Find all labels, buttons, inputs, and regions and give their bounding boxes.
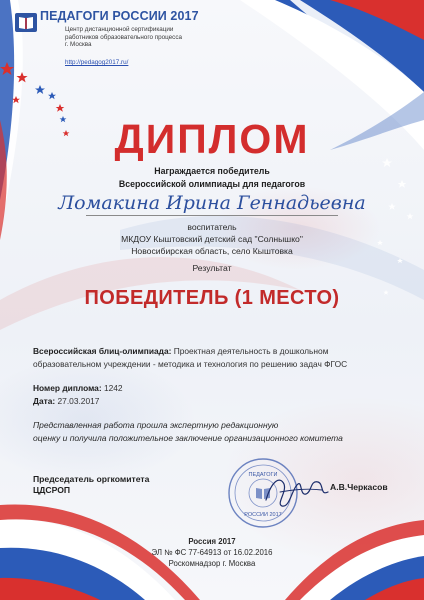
recipient-location: Новосибирская область, село Кыштовка	[131, 246, 293, 256]
brand-subtitle-line: Центр дистанционной сертификации	[65, 26, 174, 33]
name-underline	[86, 215, 338, 216]
recipient-position: воспитатель	[187, 222, 237, 232]
brand-title: ПЕДАГОГИ РОССИИ 2017	[40, 9, 199, 23]
olympiad-topic-line2: образовательном учреждении - методика и технология по решению задач ФГОС	[33, 358, 348, 369]
diploma-number-label: Номер диплома:	[33, 383, 102, 393]
expert-statement	[33, 419, 383, 445]
statement-line: оценку и получила положительное заключение организационного комитета	[33, 433, 343, 443]
website-link[interactable]: http://pedagog2017.ru/	[65, 59, 129, 66]
diploma-date: 27.03.2017	[57, 395, 100, 406]
olympiad-line	[33, 345, 383, 358]
result-value: ПОБЕДИТЕЛЬ (1 МЕСТО)	[84, 287, 340, 309]
olympiad-details	[33, 345, 383, 370]
chairman-line: Председатель оргкомитета	[33, 474, 150, 484]
footer-license: ЭЛ № ФС 77-64913 от 16.02.2016	[151, 548, 273, 557]
diploma-date-label: Дата:	[33, 395, 56, 406]
statement-line: Представленная работа прошла экспертную редакционную	[33, 420, 279, 430]
chairman-title	[33, 474, 149, 496]
stamp-text-top: ПЕДАГОГИ	[248, 472, 278, 478]
stamp-text-bottom: РОССИИ 2017	[244, 512, 282, 518]
brand-subtitle	[65, 26, 235, 49]
brand-subtitle-line: г. Москва	[65, 41, 92, 49]
diploma-number: 1242	[103, 383, 123, 393]
footer-country-year: Россия 2017	[188, 537, 236, 546]
signer-name: А.В.Черкасов	[330, 482, 388, 492]
book-logo-icon	[14, 10, 38, 34]
diploma-meta	[33, 382, 383, 407]
awarded-caption: Награждается победитель	[154, 166, 270, 176]
diploma-title: ДИПЛОМ	[114, 116, 310, 162]
diploma-date-row	[33, 395, 383, 408]
result-label: Результат	[192, 263, 232, 273]
olympiad-label: Всероссийская блиц-олимпиада:	[33, 346, 172, 356]
diploma-number-row	[33, 382, 383, 395]
handwritten-signature	[262, 470, 334, 512]
brand-subtitle-line: работников образовательного процесса	[65, 33, 182, 41]
recipient-name: Ломакина Ирина Геннадьевна	[58, 192, 366, 214]
footer-regulator: Роскомнадзор г. Москва	[168, 559, 256, 568]
olympiad-caption: Всероссийской олимпиады для педагогов	[118, 179, 306, 189]
olympiad-topic-line1: Проектная деятельность в дошкольном	[173, 346, 329, 356]
chairman-org: ЦДСРОП	[33, 485, 71, 495]
recipient-organization: МКДОУ Кыштовский детский сад "Солнышко"	[121, 234, 303, 244]
